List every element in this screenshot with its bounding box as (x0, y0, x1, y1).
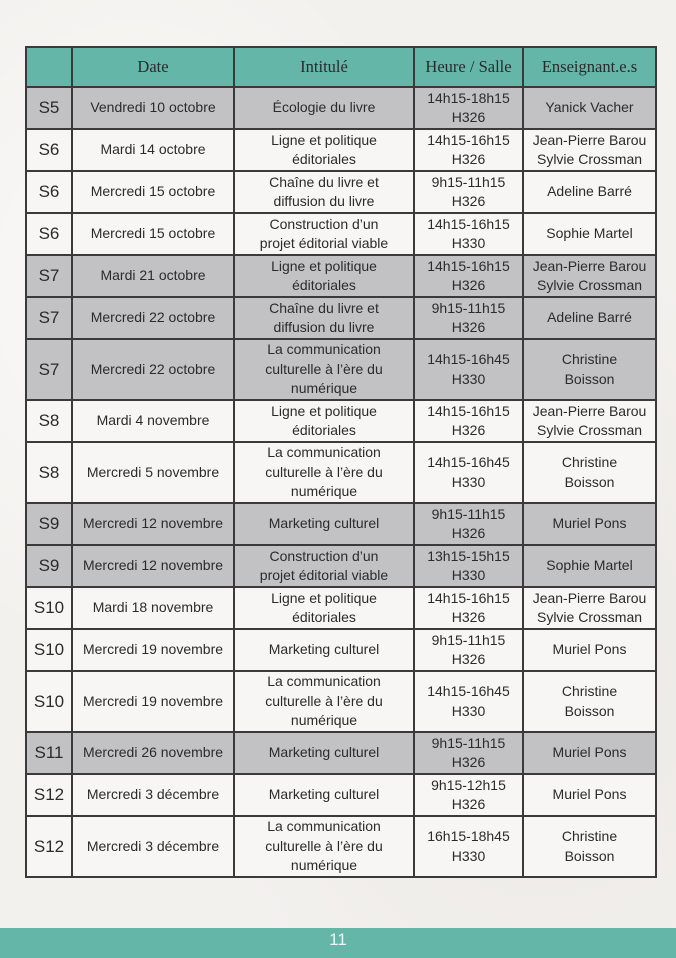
course-title-cell (234, 671, 414, 732)
room: H326 (451, 193, 486, 209)
course-title-line: culturelle à l’ère du (265, 837, 383, 854)
date-cell: Mardi 14 octobre (72, 129, 234, 171)
course-title-line: La communication (267, 341, 381, 358)
course-title-line: Écologie du livre (272, 99, 376, 116)
time-range: 13h15-15h15 (427, 547, 510, 564)
table-row (26, 629, 656, 671)
header-time-room: Heure / Salle (414, 47, 523, 87)
time-range: 9h15-12h15 (431, 776, 506, 793)
table-row (26, 442, 656, 503)
table-row (26, 129, 656, 171)
teacher-name: Yanick Vacher (545, 99, 634, 116)
time-range: 14h15-16h45 (427, 454, 510, 470)
course-title-line: Chaîne du livre et (269, 173, 379, 190)
course-title-cell (234, 339, 414, 400)
teacher-name: Jean-Pierre Barou (532, 257, 647, 274)
time-room-cell (414, 171, 523, 213)
course-title-line: projet éditorial viable (259, 235, 389, 251)
time-room-cell (414, 87, 523, 129)
room: H330 (451, 370, 486, 387)
teachers-cell (523, 171, 656, 213)
date-cell: Mercredi 12 novembre (72, 503, 234, 545)
teachers-cell (523, 671, 656, 732)
course-title-cell (234, 774, 414, 816)
course-title-line: culturelle à l’ère du (265, 463, 383, 480)
time-room-cell (414, 732, 523, 774)
course-title-line: Ligne et politique (271, 589, 377, 606)
time-range: 14h15-16h15 (427, 131, 510, 148)
date-cell: Mercredi 15 octobre (72, 213, 234, 255)
course-title-line: numérique (290, 712, 358, 729)
teachers-cell (523, 213, 656, 255)
room: H330 (451, 567, 486, 583)
week-cell: S10 (26, 587, 72, 629)
week-cell: S6 (26, 171, 72, 213)
teacher-name: Sylvie Crossman (536, 609, 643, 625)
time-room-cell (414, 129, 523, 171)
course-title-line: éditoriales (292, 277, 356, 293)
teacher-name: Jean-Pierre Barou (532, 402, 647, 419)
week-cell: S8 (26, 400, 72, 442)
teachers-cell (523, 400, 656, 442)
date-cell: Mercredi 26 novembre (72, 732, 234, 774)
table-row (26, 503, 656, 545)
course-title-line: Ligne et politique (271, 257, 377, 274)
page-number: 11 (329, 930, 347, 949)
time-room-cell (414, 400, 523, 442)
room: H326 (451, 651, 486, 667)
course-title-line: Marketing culturel (268, 786, 380, 803)
footer-band (0, 928, 676, 958)
teacher-name: Christine (561, 454, 618, 470)
teacher-name: Boisson (564, 847, 615, 864)
time-room-cell (414, 545, 523, 587)
date-cell: Mercredi 3 décembre (72, 816, 234, 877)
course-title-line: éditoriales (292, 422, 356, 438)
table-row (26, 339, 656, 400)
time-range: 14h15-16h45 (427, 351, 510, 367)
teachers-cell (523, 545, 656, 587)
schedule-table (25, 46, 657, 878)
table-row (26, 671, 656, 732)
time-range: 16h15-18h45 (427, 828, 510, 844)
week-cell: S8 (26, 442, 72, 503)
week-cell: S11 (26, 732, 72, 774)
header-date: Date (72, 47, 234, 87)
date-cell: Mercredi 12 novembre (72, 545, 234, 587)
course-title-line: Marketing culturel (268, 515, 380, 532)
table-row (26, 171, 656, 213)
course-title-line: Chaîne du livre et (269, 299, 379, 316)
teachers-cell (523, 587, 656, 629)
header-title: Intitulé (234, 47, 414, 87)
teachers-cell (523, 732, 656, 774)
time-range: 9h15-11h15 (431, 505, 506, 522)
teacher-name: Sophie Martel (546, 225, 633, 242)
table-row (26, 587, 656, 629)
table-row (26, 297, 656, 339)
teacher-name: Muriel Pons (552, 744, 627, 761)
week-cell: S10 (26, 671, 72, 732)
teacher-name: Sophie Martel (546, 557, 633, 574)
teachers-cell (523, 129, 656, 171)
room: H326 (451, 754, 486, 770)
teacher-name: Muriel Pons (552, 641, 627, 658)
teacher-name: Adeline Barré (547, 309, 632, 326)
time-room-cell (414, 213, 523, 255)
room: H330 (451, 235, 486, 251)
teacher-name: Sylvie Crossman (536, 277, 643, 293)
table-row (26, 816, 656, 877)
course-title-cell (234, 171, 414, 213)
course-title-line: Ligne et politique (271, 402, 377, 419)
teachers-cell (523, 442, 656, 503)
course-title-line: Construction d’un (269, 215, 379, 232)
date-cell: Mardi 4 novembre (72, 400, 234, 442)
table-row (26, 213, 656, 255)
teacher-name: Muriel Pons (552, 515, 627, 532)
course-title-cell (234, 297, 414, 339)
course-title-cell (234, 587, 414, 629)
time-room-cell (414, 587, 523, 629)
course-title-line: numérique (290, 483, 358, 500)
teachers-cell (523, 339, 656, 400)
time-room-cell (414, 442, 523, 503)
teacher-name: Boisson (564, 473, 615, 490)
date-cell: Mercredi 19 novembre (72, 671, 234, 732)
course-title-line: Marketing culturel (268, 744, 380, 761)
room: H326 (451, 151, 486, 167)
date-cell: Mercredi 22 octobre (72, 297, 234, 339)
course-title-line: La communication (267, 673, 381, 690)
course-title-line: La communication (267, 818, 381, 835)
time-room-cell (414, 629, 523, 671)
week-cell: S6 (26, 213, 72, 255)
teacher-name: Boisson (564, 370, 615, 387)
course-title-line: éditoriales (292, 151, 356, 167)
week-cell: S7 (26, 339, 72, 400)
teacher-name: Sylvie Crossman (536, 422, 643, 438)
header-week (26, 47, 72, 87)
teachers-cell (523, 255, 656, 297)
week-cell: S5 (26, 87, 72, 129)
course-title-line: Marketing culturel (268, 641, 380, 658)
week-cell: S9 (26, 545, 72, 587)
teachers-cell (523, 629, 656, 671)
header-row (26, 47, 656, 87)
course-title-cell (234, 503, 414, 545)
table-row (26, 87, 656, 129)
time-range: 14h15-16h45 (427, 683, 510, 699)
teacher-name: Muriel Pons (552, 786, 627, 803)
teachers-cell (523, 297, 656, 339)
course-title-cell (234, 816, 414, 877)
week-cell: S7 (26, 297, 72, 339)
date-cell: Vendredi 10 octobre (72, 87, 234, 129)
time-room-cell (414, 339, 523, 400)
teacher-name: Jean-Pierre Barou (532, 131, 647, 148)
room: H330 (451, 473, 486, 490)
week-cell: S6 (26, 129, 72, 171)
course-title-cell (234, 629, 414, 671)
time-room-cell (414, 503, 523, 545)
time-room-cell (414, 297, 523, 339)
date-cell: Mercredi 15 octobre (72, 171, 234, 213)
teacher-name: Jean-Pierre Barou (532, 589, 647, 606)
date-cell: Mercredi 3 décembre (72, 774, 234, 816)
teachers-cell (523, 503, 656, 545)
week-cell: S7 (26, 255, 72, 297)
teacher-name: Boisson (564, 702, 615, 719)
week-cell: S9 (26, 503, 72, 545)
time-room-cell (414, 816, 523, 877)
time-range: 14h15-16h15 (427, 215, 510, 232)
week-cell: S12 (26, 816, 72, 877)
teacher-name: Christine (561, 351, 618, 367)
date-cell: Mercredi 19 novembre (72, 629, 234, 671)
course-title-cell (234, 129, 414, 171)
header-teachers: Enseignant.e.s (523, 47, 656, 87)
course-title-cell (234, 400, 414, 442)
course-title-line: La communication (267, 444, 381, 461)
date-cell: Mardi 18 novembre (72, 587, 234, 629)
course-title-cell (234, 87, 414, 129)
teacher-name: Sylvie Crossman (536, 151, 643, 167)
course-title-cell (234, 213, 414, 255)
table-row (26, 255, 656, 297)
teacher-name: Christine (561, 683, 618, 699)
course-title-cell (234, 442, 414, 503)
time-range: 9h15-11h15 (431, 299, 506, 316)
course-title-cell (234, 732, 414, 774)
course-title-line: numérique (290, 857, 358, 874)
course-title-line: projet éditorial viable (259, 567, 389, 583)
table-row (26, 732, 656, 774)
time-room-cell (414, 255, 523, 297)
teacher-name: Christine (561, 828, 618, 844)
table-row (26, 545, 656, 587)
schedule-body (26, 87, 656, 877)
teachers-cell (523, 87, 656, 129)
date-cell: Mercredi 22 octobre (72, 339, 234, 400)
time-range: 9h15-11h15 (431, 631, 506, 648)
room: H326 (451, 609, 486, 625)
teachers-cell (523, 816, 656, 877)
table-row (26, 400, 656, 442)
date-cell: Mercredi 5 novembre (72, 442, 234, 503)
time-range: 14h15-16h15 (427, 402, 510, 419)
course-title-line: Ligne et politique (271, 131, 377, 148)
course-title-line: numérique (290, 380, 358, 397)
date-cell: Mardi 21 octobre (72, 255, 234, 297)
room: H326 (451, 277, 486, 293)
room: H330 (451, 847, 486, 864)
table-row (26, 774, 656, 816)
teacher-name: Adeline Barré (547, 183, 632, 200)
room: H326 (451, 796, 486, 812)
course-title-cell (234, 255, 414, 297)
room: H330 (451, 702, 486, 719)
course-title-line: diffusion du livre (273, 319, 375, 335)
room: H326 (451, 109, 486, 125)
time-range: 14h15-18h15 (427, 89, 510, 106)
time-room-cell (414, 774, 523, 816)
course-title-line: éditoriales (292, 609, 356, 625)
room: H326 (451, 525, 486, 541)
room: H326 (451, 422, 486, 438)
week-cell: S12 (26, 774, 72, 816)
course-title-line: culturelle à l’ère du (265, 692, 383, 709)
time-range: 9h15-11h15 (431, 734, 506, 751)
time-range: 14h15-16h15 (427, 589, 510, 606)
time-room-cell (414, 671, 523, 732)
week-cell: S10 (26, 629, 72, 671)
room: H326 (451, 319, 486, 335)
time-range: 9h15-11h15 (431, 173, 506, 190)
course-title-line: culturelle à l’ère du (265, 360, 383, 377)
teachers-cell (523, 774, 656, 816)
course-title-line: Construction d’un (269, 547, 379, 564)
course-title-cell (234, 545, 414, 587)
time-range: 14h15-16h15 (427, 257, 510, 274)
course-title-line: diffusion du livre (273, 193, 375, 209)
